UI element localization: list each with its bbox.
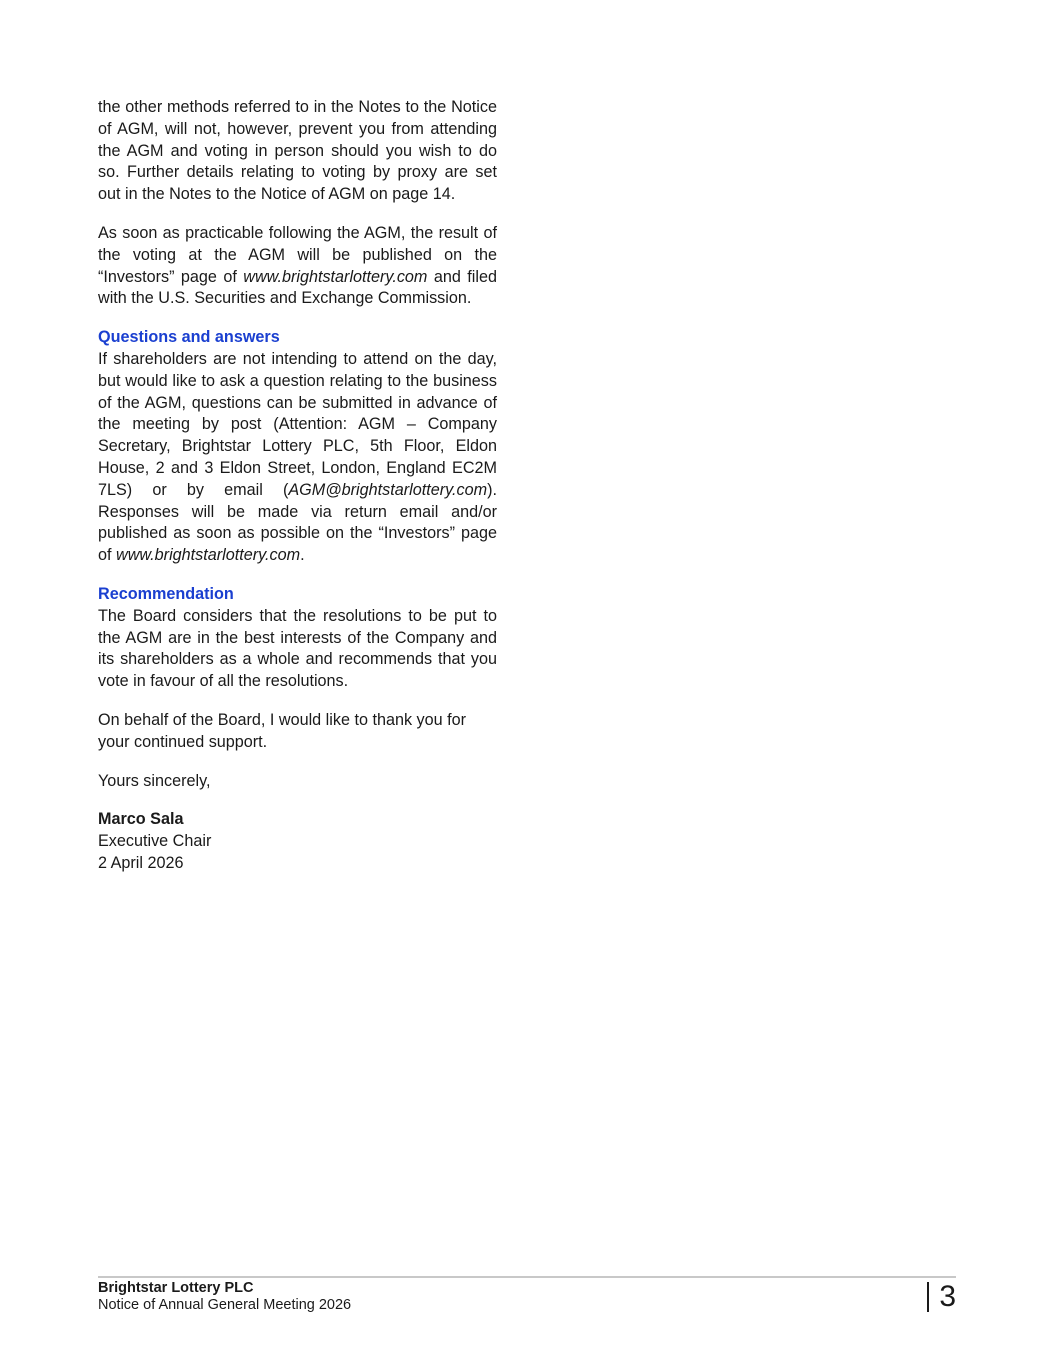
closing-salutation: Yours sincerely, (98, 771, 211, 790)
questions-heading: Questions and answers (98, 328, 280, 347)
signature-block (98, 809, 497, 874)
questions-text-middle: ). Responses will be made via return email and/or published as soon as possible on the “Investors” page of (98, 480, 497, 565)
page-number-block (927, 1281, 956, 1313)
main-text-column (98, 97, 497, 875)
agm-email-link[interactable]: AGM@brightstarlottery.com (288, 480, 488, 499)
page-number: 3 (939, 1280, 956, 1313)
signatory-name: Marco Sala (98, 810, 184, 829)
paragraph-thanks: On behalf of the Board, I would like to thank you for your continued support. (98, 710, 467, 751)
questions-website-link[interactable]: www.brightstarlottery.com (116, 546, 301, 565)
paragraph-proxy-voting: the other methods referred to in the Notes to the Notice of AGM, will not, however, prevent you from attending the AGM and voting in person should you wish to do so. Further details relating to voting by proxy are set out in the Notes to the Notice of AGM on page 14. (98, 98, 497, 204)
page-number-separator (927, 1282, 929, 1312)
questions-text-end: . (300, 546, 305, 565)
footer-document-title: Notice of Annual General Meeting 2026 (98, 1297, 352, 1313)
voting-results-text-end: and filed with the U.S. Securities and Exchange Commission. (98, 267, 497, 308)
paragraph-recommendation: The Board considers that the resolutions to be put to the AGM are in the best interests of the Company and its shareholders as a whole and recommends that you vote in favour of all the resolutions. (98, 606, 497, 691)
questions-text: If shareholders are not intending to attend on the day, but would like to ask a question relating to the business of the AGM, questions can be submitted in advance of the meeting by post (Attention: AGM – Company Secretary, Brightstar Lottery PLC, 5th Floor, Eldon House, 2 and 3 Eldon Street, London, England EC2M 7LS) or by email ( (98, 349, 497, 499)
paragraph-voting-results (98, 223, 497, 310)
voting-results-text: As soon as practicable following the AGM, the result of the voting at the AGM will be published on the “Investors” page of (98, 223, 497, 286)
signature-date: 2 April 2026 (98, 853, 184, 872)
signatory-title: Executive Chair (98, 832, 212, 851)
footer-company-name: Brightstar Lottery PLC (98, 1280, 254, 1296)
recommendation-heading: Recommendation (98, 584, 234, 603)
footer-divider (98, 1276, 956, 1278)
paragraph-questions (98, 349, 497, 567)
footer (98, 1280, 351, 1314)
investors-website-link[interactable]: www.brightstarlottery.com (243, 267, 428, 286)
